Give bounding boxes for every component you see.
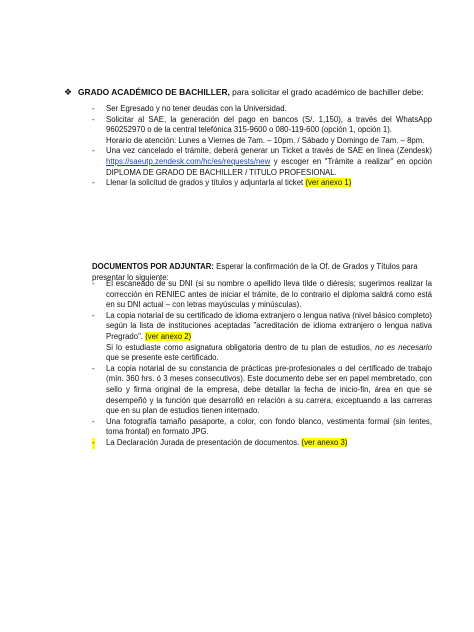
annex-highlight: (ver anexo 2) — [145, 331, 192, 341]
dash-bullet: - — [92, 146, 95, 156]
item-text: Una vez cancelado el trámite, deberá generar un Ticket a través de SAE en línea (Zendesk) — [106, 146, 432, 156]
dash-bullet: - — [92, 178, 95, 188]
item-text: Llenar la solicitud de grados y títulos y adjuntarla al ticket — [106, 178, 306, 188]
dash-bullet: - — [92, 363, 95, 373]
note-text-before: Si lo estudiaste como asignatura obligatoria dentro de tu plan de estudios, — [106, 342, 376, 352]
schedule-text: Horario de atención: Lunes a Viernes de 7am. – 10pm. / Sábado y Domingo de 7am. – 8pm. — [106, 135, 425, 145]
diamond-bullet-icon: ❖ — [64, 87, 73, 97]
item-text: La copia notarial de su constancia de prácticas pre-profesionales o del certificado de trabajo (mín. 360 hrs. ó 3 meses consecutivos). Este documento debe ser en papel membretado, con sello y firma original de la empresa, debe detallar la fecha de inicio-fin, área en que se desempeñó y la función que desarrolló en relación a su carrera, exceptuando a las carreras que en su plan de estudios tienen internado. — [106, 363, 432, 416]
dash-bullet: - — [92, 279, 95, 288]
item-text: Ser Egresado y no tener deudas con la Universidad. — [106, 104, 287, 113]
list-item — [92, 417, 432, 438]
dash-bullet: - — [92, 104, 95, 113]
annex-highlight: (ver anexo 3) — [301, 437, 348, 447]
list-item — [92, 104, 432, 115]
item-text: La Declaración Jurada de presentación de documentos. — [106, 437, 302, 447]
list-item — [92, 364, 432, 417]
documents-title-text: Esperar la confirmación de la Of. de Grados y Títulos para presentar lo siguiente: — [92, 262, 418, 282]
section-heading — [64, 87, 428, 98]
note-text-italic: no es necesario — [375, 342, 432, 352]
dash-bullet: - — [92, 416, 95, 426]
list-item — [92, 311, 432, 364]
list-item — [92, 115, 432, 147]
documents-list — [92, 279, 432, 449]
note-text — [106, 343, 432, 364]
item-text: Solicitar al SAE, la generación del pago en bancos (S/. 1,150), a través del WhatsApp 960252970 o de la central telefónica 315-9600 o 080-119-600 (opción 1, opción 1). — [106, 114, 432, 135]
list-item — [92, 178, 432, 189]
dash-bullet: - — [92, 310, 95, 320]
list-item — [92, 279, 432, 311]
item-text: Una fotografía tamaño pasaporte, a color, con fondo blanco, vestimenta formal (sin lentes, toma frontal) en formato JPG. — [106, 416, 432, 437]
item-text-after: y escoger en "Trámite a realizar" en opción DIPLOMA DE GRADO DE BACHILLER / TITULO PROFESIONAL. — [106, 156, 432, 177]
note-text-after: que se presente este certificado. — [106, 353, 219, 363]
dash-bullet: - — [92, 114, 95, 124]
zendesk-link[interactable]: https://saeutp.zendesk.com/hc/es/requests/new — [106, 156, 271, 166]
documents-title-bold: DOCUMENTOS POR ADJUNTAR: — [92, 262, 215, 271]
heading-title: GRADO ACADÉMICO DE BACHILLER, — [78, 87, 230, 97]
heading-text: para solicitar el grado académico de bachiller debe: — [229, 87, 424, 97]
list-item — [92, 146, 432, 178]
item-text: La copia notarial de su certificado de idioma extranjero o lengua nativa (nivel básico completo) según la lista de instituciones aceptadas "acreditación de idioma extranjero o lengua nativa Pregrado". — [106, 310, 432, 341]
requirements-list — [92, 104, 432, 189]
item-text: El escaneado de su DNI (si su nombre o apellido lleva tilde o diéresis; sugerimos realizar la corrección en RENIEC antes de iniciar el trámite, de lo contrario el diploma saldrá como está en su DNI actual – con letras mayúsculas y minúsculas). — [106, 279, 432, 310]
list-item — [92, 438, 432, 449]
annex-highlight: (ver anexo 1) — [305, 178, 352, 188]
dash-bullet: - — [92, 437, 95, 447]
